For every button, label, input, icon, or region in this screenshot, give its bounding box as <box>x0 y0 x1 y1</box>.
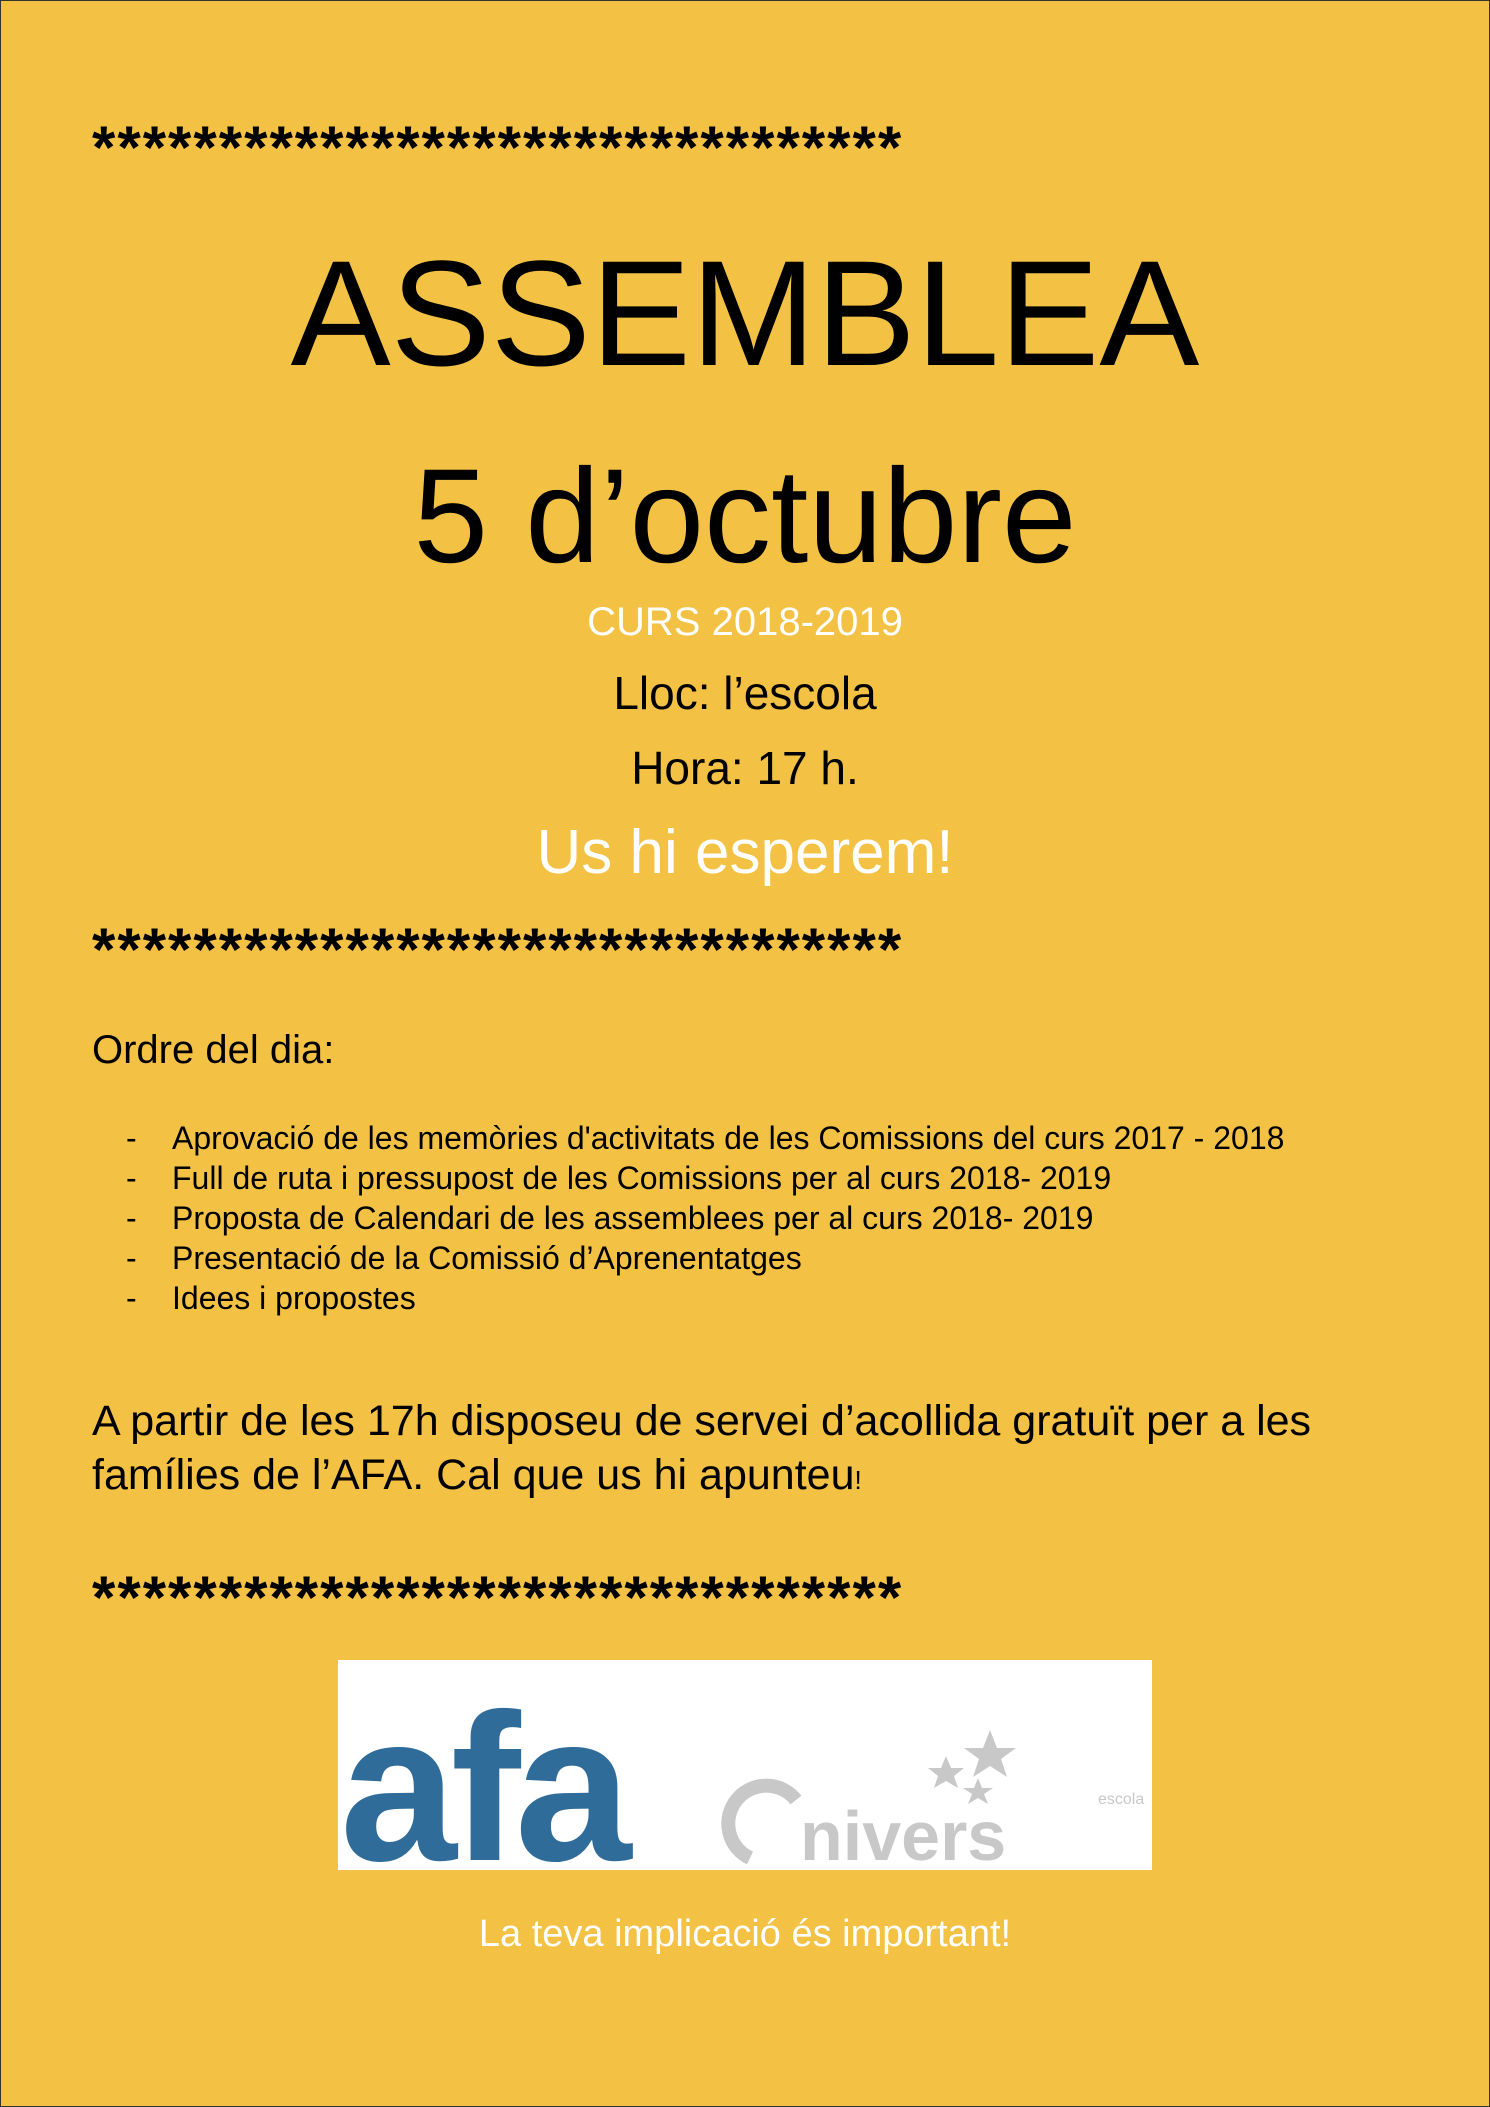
bullet-dash: - <box>126 1160 137 1196</box>
agenda-item-text: Aprovació de les memòries d'activitats de les Comissions del curs 2017 - 2018 <box>172 1120 1285 1156</box>
bullet-dash: - <box>126 1240 137 1276</box>
bullet-dash: - <box>126 1200 137 1236</box>
agenda-heading: Ordre del dia: <box>92 1028 335 1072</box>
agenda-item-text: Idees i propostes <box>172 1280 416 1316</box>
meeting-date: 5 d’octubre <box>413 442 1077 591</box>
asterisk-divider-middle: ******************************** <box>92 916 904 983</box>
asterisk-divider-bottom: ******************************** <box>92 1564 904 1631</box>
agenda-item <box>126 1118 1284 1158</box>
agenda-item <box>126 1158 1284 1198</box>
footer-message: La teva implicació és important! <box>478 1913 1012 1955</box>
bullet-dash: - <box>126 1280 137 1316</box>
poster-title: ASSEMBLEA <box>290 229 1200 397</box>
meeting-time: Hora: 17 h. <box>631 742 859 794</box>
agenda-item-text: Proposta de Calendari de les assemblees per al curs 2018- 2019 <box>172 1200 1094 1236</box>
school-name-text: nivers <box>800 1797 1007 1870</box>
bullet-dash: - <box>126 1120 137 1156</box>
afa-univers-logo <box>338 1660 1152 1870</box>
agenda-item <box>126 1278 1284 1318</box>
school-label-text: escola <box>1098 1791 1145 1808</box>
crescent-icon <box>728 1786 796 1858</box>
meeting-place: Lloc: l’escola <box>613 667 877 719</box>
stars-icon <box>928 1730 1016 1804</box>
agenda-list <box>126 1118 1284 1318</box>
school-year: CURS 2018-2019 <box>587 600 903 644</box>
agenda-item <box>126 1238 1284 1278</box>
agenda-item-text: Full de ruta i pressupost de les Comissions per al curs 2018- 2019 <box>172 1160 1112 1196</box>
invitation-text: Us hi esperem! <box>536 818 954 887</box>
afa-logo-text: afa <box>340 1670 626 1870</box>
agenda-item-text: Presentació de la Comissió d’Aprenentatges <box>172 1240 802 1276</box>
childcare-notice <box>92 1394 1422 1507</box>
agenda-item <box>126 1198 1284 1238</box>
childcare-notice-end-mark: ! <box>854 1465 862 1495</box>
childcare-notice-text: A partir de les 17h disposeu de servei d’acollida gratuït per a les famílies de l’AFA. Cal que us hi apunteu <box>92 1397 1312 1499</box>
asterisk-divider-top: ******************************** <box>92 114 904 181</box>
